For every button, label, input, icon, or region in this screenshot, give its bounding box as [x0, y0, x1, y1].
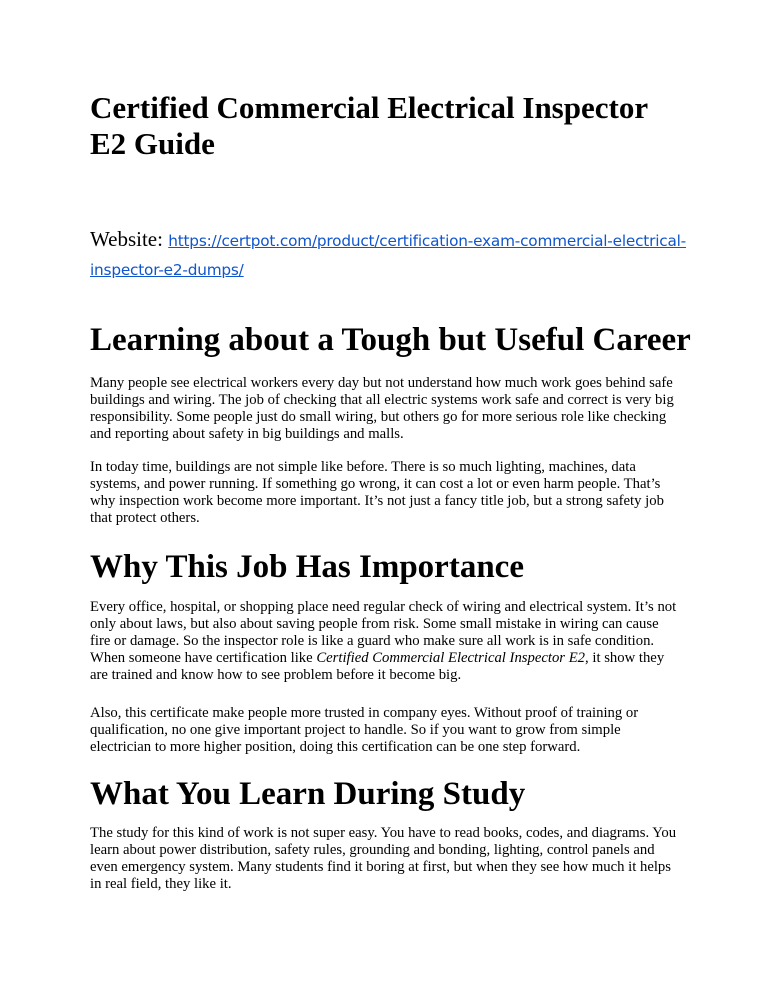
paragraph-importance-1-end: , it show they are trained and know how to see problem before it become big.: [90, 650, 665, 683]
paragraph-importance-1: [90, 599, 682, 684]
paragraph-importance-1-start: Every office, hospital, or shopping place need regular check of wiring and electrical system. It’s not only about laws, but also about saving people from risk. Some small mistake in wiring can cause fire or damage. So the inspector role is like a guard who make sure all work is in safe condition. When someone have certification like: [90, 599, 677, 666]
section-heading-importance: Why This Job Has Importance: [90, 549, 524, 585]
website-line: [90, 226, 690, 284]
paragraph-career-1: Many people see electrical workers every day but not understand how much work goes behind safe buildings and wiring. The job of checking that all electric systems work safe and correct is very big responsibility. Some people just do small wiring, but others go for more serious role like checking and reporting about safety in big buildings and malls.: [90, 375, 674, 442]
document-title: Certified Commercial Electrical Inspector E2 Guide: [90, 90, 648, 161]
paragraph-importance-2: Also, this certificate make people more trusted in company eyes. Without proof of training or qualification, no one give important project to handle. So if you want to grow from simple electrician to more higher position, doing this certification can be one step forward.: [90, 705, 639, 755]
paragraph-study-1: The study for this kind of work is not super easy. You have to read books, codes, and diagrams. You learn about power distribution, safety rules, grounding and bonding, lighting, control panels and even emergency system. Many students find it boring at first, but when they see how much it helps in real field, they like it.: [90, 825, 677, 892]
certification-name: Certified Commercial Electrical Inspector E2: [316, 650, 586, 666]
website-label: Website:: [90, 227, 163, 251]
paragraph-career-2: In today time, buildings are not simple like before. There is so much lighting, machines, data systems, and power running. If something go wrong, it can cost a lot or even harm people. That’s why inspection work become more important. It’s not just a fancy title job, but a strong safety job that protect others.: [90, 459, 664, 526]
section-heading-career: Learning about a Tough but Useful Career: [90, 322, 691, 358]
website-link[interactable]: https://certpot.com/product/certification-exam-commercial-electrical-inspector-e2-dumps/: [90, 232, 687, 279]
section-heading-study: What You Learn During Study: [90, 776, 526, 812]
